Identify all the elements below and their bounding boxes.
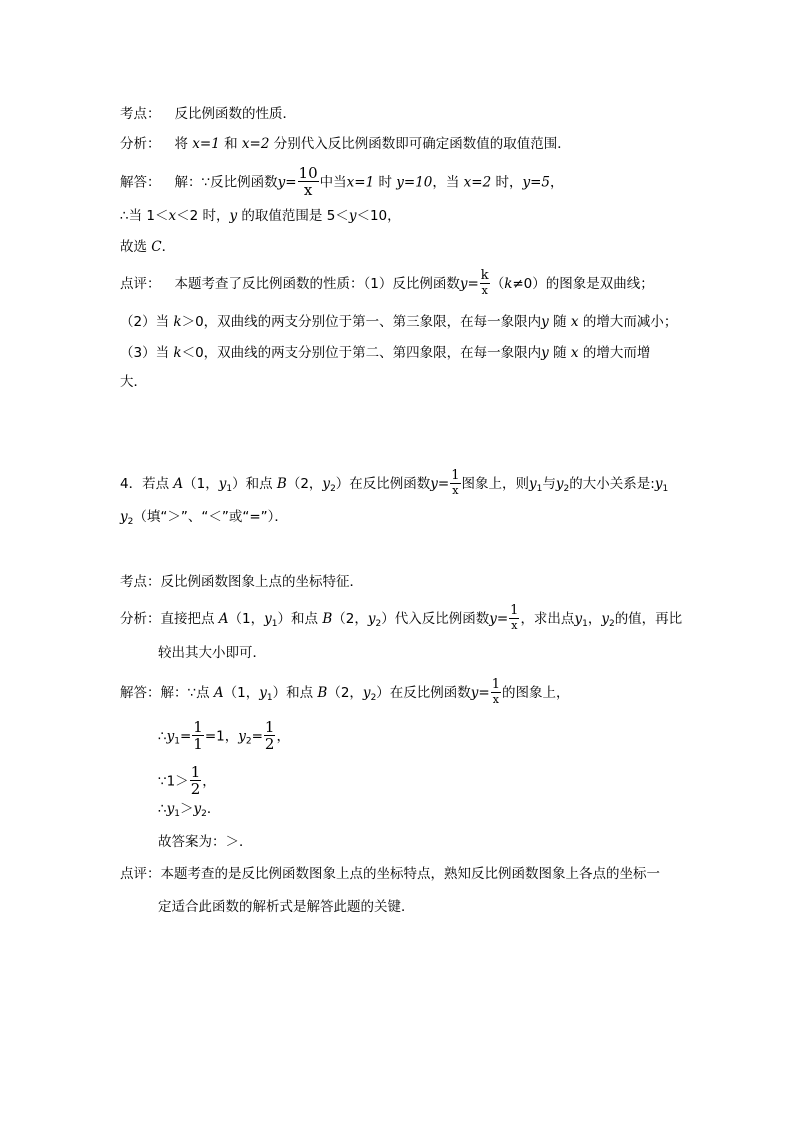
- fraction-10-over-x: [298, 165, 319, 198]
- text: ，当: [432, 174, 460, 191]
- text: 本题考查的是反比例函数图象上点的坐标特点，熟知反比例函数图象上各点的坐标一: [160, 866, 660, 882]
- text: ）在反比例函数: [376, 685, 471, 701]
- text: ．: [161, 239, 176, 255]
- text: =: [251, 728, 263, 745]
- math: y: [166, 801, 175, 817]
- text: ＞: [179, 801, 194, 817]
- fraction-1-over-x: [491, 678, 501, 706]
- range-row: [120, 206, 401, 226]
- text: （1，: [183, 476, 219, 492]
- fraction-k-over-x: [480, 269, 490, 297]
- frac-den: 1: [193, 735, 203, 753]
- math: y=: [489, 611, 509, 627]
- text: 和: [224, 136, 238, 152]
- text: ，: [550, 174, 564, 191]
- subscript: 2: [127, 517, 134, 527]
- text: 解：∵反比例函数: [174, 174, 278, 191]
- math: y=: [277, 174, 297, 191]
- math: B: [276, 476, 287, 492]
- math: y=10: [396, 174, 433, 191]
- question-4-stem: [120, 470, 668, 498]
- text: （2，: [286, 476, 323, 492]
- subscript: 1: [582, 619, 588, 629]
- jieda-label: 解答：: [120, 685, 161, 701]
- jieda-row-4: [120, 679, 570, 707]
- math: k: [504, 276, 513, 292]
- math: B: [322, 611, 333, 627]
- fenxi-row-4: [120, 605, 682, 633]
- frac-num: 1: [193, 718, 203, 736]
- math: A: [213, 685, 224, 701]
- text: ，: [587, 611, 602, 627]
- text: ）和点: [277, 611, 323, 627]
- math: y: [193, 801, 202, 817]
- subscript: 2: [563, 484, 570, 494]
- text: ≠0）的图象是双曲线；: [512, 276, 654, 292]
- fraction-1-over-x: [509, 604, 519, 632]
- text: 的值，再比: [614, 611, 683, 627]
- math: y: [541, 345, 549, 361]
- subscript: 2: [245, 736, 252, 747]
- subscript: 1: [226, 484, 233, 494]
- dianping-label: 点评：: [120, 276, 161, 292]
- text: （2，: [332, 611, 368, 627]
- text: ＜10，: [356, 208, 401, 224]
- text: ＜2 时，: [176, 208, 230, 224]
- subscript: 1: [266, 693, 273, 703]
- text: （填“＞”、“＜”或“=”）．: [133, 509, 288, 525]
- math: y: [574, 611, 583, 627]
- frac-num: 1: [451, 468, 460, 483]
- frac-num: 1: [491, 677, 501, 692]
- text: ＜0，双曲线的两支分别位于第二、第四象限，在每一象限内: [181, 345, 542, 361]
- subscript: 1: [174, 809, 180, 819]
- text: 本题考查了反比例函数的性质：（1）反比例函数: [174, 276, 460, 292]
- math: x: [570, 345, 579, 361]
- text: ）和点: [232, 476, 277, 492]
- fenxi-row-3: [120, 134, 571, 154]
- fraction-1-over-1: [192, 719, 204, 752]
- frac-den: 2: [264, 735, 275, 753]
- text: ∴: [158, 801, 167, 817]
- frac-den: x: [303, 181, 313, 199]
- text: ∴: [158, 728, 167, 745]
- math: k: [173, 345, 182, 361]
- math: x: [570, 314, 579, 330]
- math: y: [541, 314, 549, 330]
- text: ∴当 1＜: [120, 208, 169, 224]
- text: ．: [206, 801, 221, 817]
- subscript: 2: [330, 484, 336, 494]
- dianping-label: 点评：: [120, 866, 161, 882]
- fraction-1-over-2: [190, 764, 202, 797]
- frac-den: x: [492, 693, 499, 706]
- subscript: 2: [375, 619, 382, 629]
- dianping-row-4-cont: [158, 897, 415, 917]
- subscript: 1: [662, 484, 669, 494]
- step-1: [158, 720, 290, 753]
- fenxi-label: 分析：: [120, 611, 161, 627]
- dianping-item-3: [120, 343, 650, 363]
- math: x: [168, 208, 177, 224]
- kaodian-row-4: [120, 572, 363, 592]
- text: （: [490, 276, 505, 292]
- subscript: 2: [201, 809, 207, 819]
- answer-choice: C: [151, 239, 162, 255]
- subscript: 2: [608, 619, 615, 629]
- text: 故答案为：＞．: [158, 834, 253, 850]
- frac-den: x: [452, 484, 459, 497]
- math: B: [317, 685, 328, 701]
- text: 中当: [319, 174, 347, 191]
- text: 4．若点: [120, 476, 174, 492]
- math: y=: [459, 276, 479, 292]
- text: 大．: [120, 374, 147, 390]
- frac-num: 1: [264, 718, 275, 736]
- text: ＞0，双曲线的两支分别位于第一、第三象限，在每一象限内: [181, 314, 542, 330]
- text: ，求出点: [520, 611, 575, 627]
- math: y=: [430, 476, 450, 492]
- math: y=5: [522, 174, 551, 191]
- kaodian-text: 反比例函数的性质．: [174, 106, 296, 122]
- subscript: 1: [536, 484, 543, 494]
- kaodian-row-3: [120, 104, 296, 124]
- text: 分别代入反比例函数即可确定函数值的取值范围．: [273, 136, 571, 152]
- frac-num: 1: [510, 603, 519, 618]
- math: y: [367, 611, 376, 627]
- text: ）和点: [272, 685, 318, 701]
- text: ∵1＞: [158, 773, 189, 790]
- text: 直接把点: [160, 611, 219, 627]
- text: 与: [542, 476, 556, 492]
- text: 的大小关系是:: [569, 476, 655, 492]
- text: （2，: [327, 685, 363, 701]
- math: y: [238, 728, 246, 745]
- math: y: [229, 208, 238, 224]
- math: y: [601, 611, 609, 627]
- math: x=2: [241, 136, 270, 152]
- step-2: [158, 765, 216, 798]
- math: y: [348, 208, 357, 224]
- text: 随: [548, 345, 571, 361]
- step-4: [158, 832, 253, 852]
- math: y=: [470, 685, 490, 701]
- frac-den: 2: [190, 780, 201, 798]
- text: 时，: [495, 174, 523, 191]
- math: y: [218, 476, 227, 492]
- text: （1，: [223, 685, 260, 701]
- text: ，: [276, 728, 290, 745]
- text: =1，: [204, 728, 239, 745]
- math: y: [654, 476, 663, 492]
- math: x=2: [463, 174, 492, 191]
- math: A: [173, 476, 184, 492]
- kaodian-label: 考点：: [120, 106, 161, 122]
- answer-row-3: [120, 237, 175, 257]
- math: y: [529, 476, 537, 492]
- math: y: [362, 685, 371, 701]
- kaodian-text: 反比例函数图象上点的坐标特征．: [160, 574, 363, 590]
- text: ）在反比例函数: [335, 476, 431, 492]
- text: （2）当: [120, 314, 174, 330]
- math: y: [120, 509, 128, 525]
- math: x=1: [192, 136, 220, 152]
- dianping-row-4: [120, 864, 660, 884]
- fraction-1-over-x: [450, 469, 460, 497]
- math: y: [264, 611, 272, 627]
- step-3: [158, 799, 220, 819]
- math: y: [259, 685, 267, 701]
- jieda-row-3: [120, 166, 564, 199]
- text: 较出其大小即可．: [158, 645, 266, 661]
- kaodian-label: 考点：: [120, 574, 161, 590]
- dianping-row-3: [120, 270, 654, 298]
- math: y: [166, 728, 175, 745]
- text: 的取值范围是 5＜: [237, 208, 349, 224]
- text: ，: [202, 773, 216, 790]
- text: 时: [378, 174, 392, 191]
- text: 故选: [120, 239, 152, 255]
- dianping-item-3-cont: [120, 372, 147, 392]
- subscript: 1: [174, 736, 180, 747]
- text: 的图象上，: [502, 685, 570, 701]
- frac-den: x: [511, 619, 518, 632]
- subscript: 2: [370, 693, 377, 703]
- text: =: [179, 728, 192, 745]
- text: 定适合此函数的解析式是解答此题的关键．: [158, 899, 415, 915]
- text: 将: [174, 136, 188, 152]
- fenxi-label: 分析：: [120, 136, 161, 152]
- dianping-item-2: [120, 312, 677, 332]
- frac-num: k: [480, 268, 489, 283]
- math: y: [322, 476, 331, 492]
- frac-num: 10: [298, 164, 318, 182]
- text: 的增大而增: [578, 345, 651, 361]
- fenxi-row-4-cont: [158, 643, 266, 663]
- text: ）代入反比例函数: [381, 611, 490, 627]
- text: 图象上，则: [461, 476, 530, 492]
- text: 的增大而减小；: [578, 314, 678, 330]
- frac-den: x: [481, 284, 488, 297]
- fraction-1-over-2: [264, 719, 276, 752]
- subscript: 1: [271, 619, 278, 629]
- text: （1，: [228, 611, 265, 627]
- math: k: [173, 314, 182, 330]
- jieda-label: 解答：: [120, 174, 161, 191]
- math: y: [555, 476, 564, 492]
- text: （3）当: [120, 345, 174, 361]
- text: 解：∵点: [160, 685, 214, 701]
- math: x=1: [346, 174, 375, 191]
- question-4-stem-cont: [120, 507, 288, 527]
- math: A: [218, 611, 229, 627]
- frac-num: 1: [190, 763, 201, 781]
- text: 随: [548, 314, 571, 330]
